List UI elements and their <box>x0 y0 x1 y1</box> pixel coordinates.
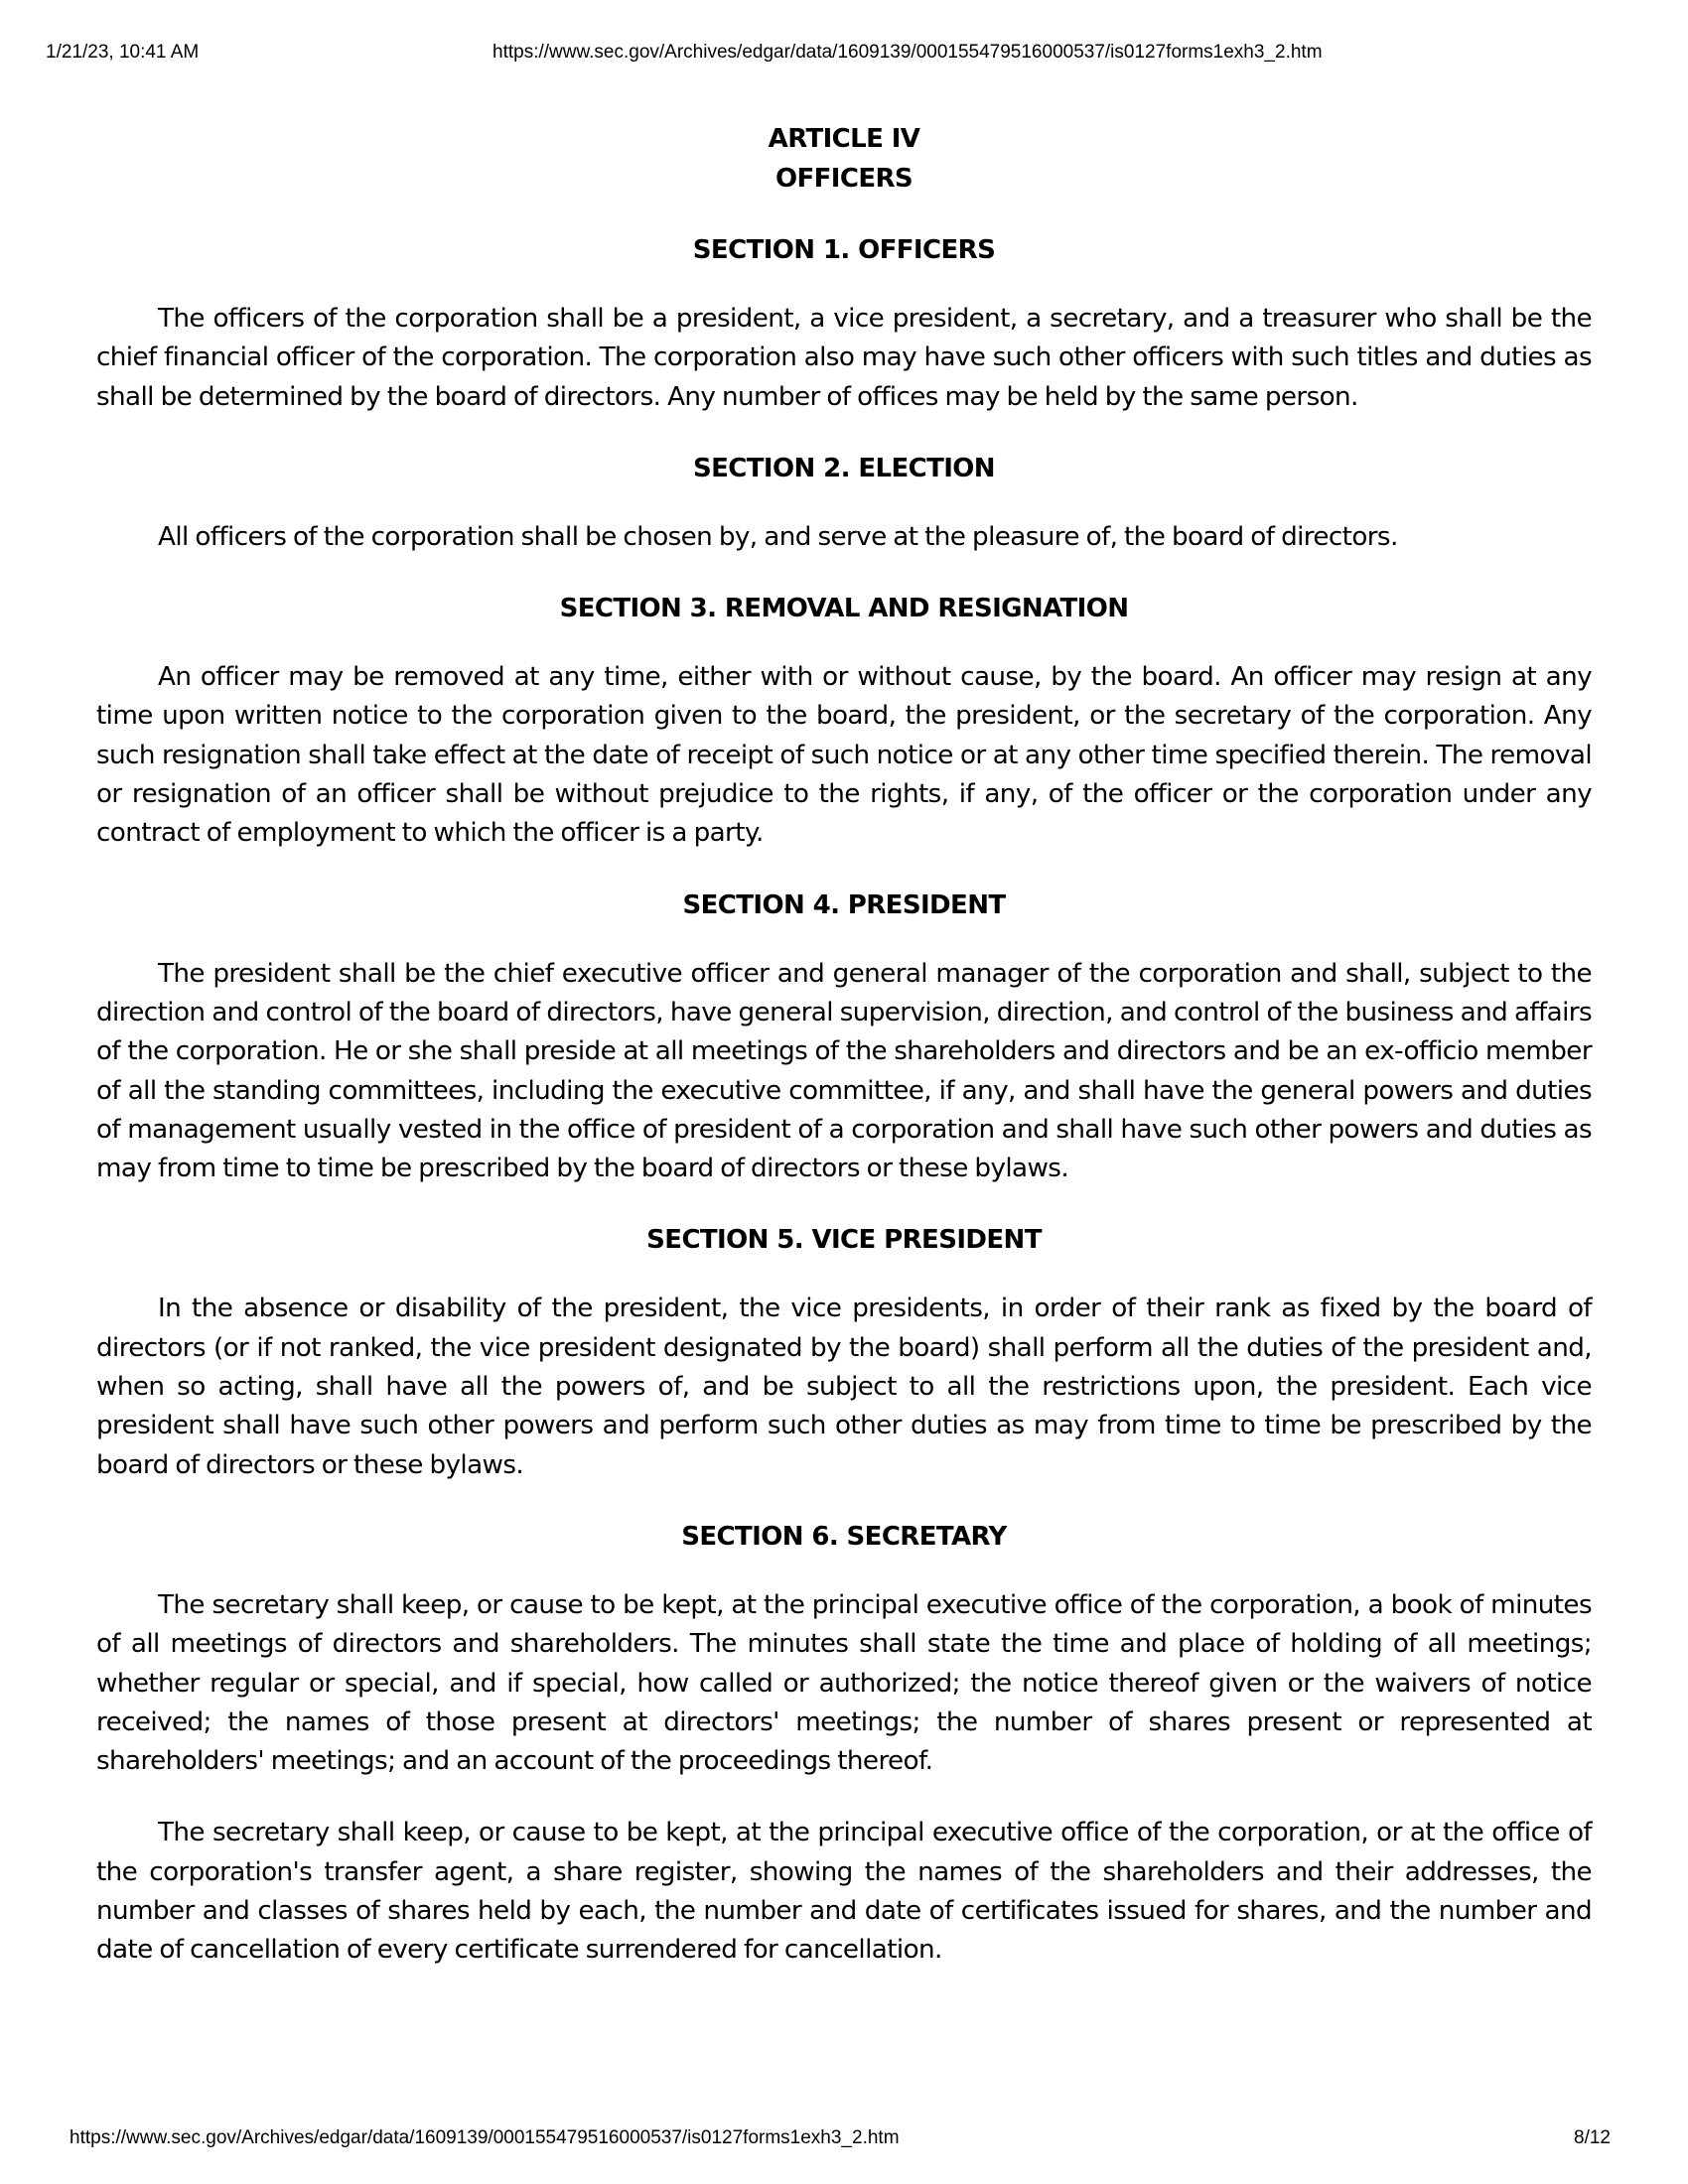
section-vice-president <box>96 1220 1592 1484</box>
section-secretary <box>96 1517 1592 1971</box>
section-election <box>96 449 1592 557</box>
section-heading: SECTION 6. SECRETARY <box>681 1521 1007 1552</box>
section-removal-resignation <box>96 589 1592 853</box>
print-header <box>0 42 1688 69</box>
section-paragraph: In the absence or disability of the president, the vice presidents, in order of their rank as fixed by the board of directors (or if not ranked, the vice president designated by the board) shall perform all the duties of the president and, when so acting, shall have all the powers of, and be subject to all the restrictions upon, the president. Each vice president shall have such other powers and perform such other duties as may from time to time be prescribed by the board of directors or these bylaws. <box>96 1294 1592 1480</box>
section-officers <box>96 230 1592 417</box>
article-title: OFFICERS <box>774 164 914 194</box>
document-body <box>96 119 1592 1971</box>
article-number: ARTICLE IV <box>768 124 920 154</box>
print-header-url: https://www.sec.gov/Archives/edgar/data/1609139/000155479516000537/is0127forms1exh3_2.htm <box>492 42 1323 63</box>
page-number: 8/12 <box>1574 2127 1611 2148</box>
section-paragraph: All officers of the corporation shall be chosen by, and serve at the pleasure of, the board of directors. <box>158 521 1398 552</box>
section-heading: SECTION 2. ELECTION <box>693 453 995 483</box>
section-heading: SECTION 5. VICE PRESIDENT <box>646 1225 1042 1256</box>
section-heading: SECTION 1. OFFICERS <box>692 235 996 265</box>
section-president <box>96 886 1592 1189</box>
section-paragraph: The officers of the corporation shall be a president, a vice president, a secretary, and a treasurer who shall be the chief financial officer of the corporation. The corporation also may have such other officers with such titles and duties as shall be determined by the board of directors. Any number of offices may be held by the same person. <box>96 304 1592 412</box>
section-paragraph: The secretary shall keep, or cause to be kept, at the principal executive office of the corporation, or at the office of the corporation's transfer agent, a share register, showing the names of the shareholders and their addresses, the number and classes of shares held by each, the number and date of certificates issued for shares, and the number and date of cancellation of every certificate surrendered for cancellation. <box>96 1818 1592 1966</box>
section-paragraph: The secretary shall keep, or cause to be kept, at the principal executive office of the corporation, a book of minutes of all meetings of directors and shareholders. The minutes shall state the time and place of holding of all meetings; whether regular or special, and if special, how called or authorized; the notice thereof given or the waivers of notice received; the names of those present at directors' meetings; the number of shares present or represented at shareholders' meetings; and an account of the proceedings thereof. <box>96 1589 1592 1777</box>
section-paragraph: An officer may be removed at any time, either with or without cause, by the board. An officer may resign at any time upon written notice to the corporation given to the board, the president, or the secretary of the corporation. Any such resignation shall take effect at the date of receipt of such notice or at any other time specified therein. The removal or resignation of an officer shall be without prejudice to the rights, if any, of the officer or the corporation under any contract of employment to which the officer is a party. <box>96 662 1592 849</box>
print-footer <box>0 2127 1688 2155</box>
section-heading: SECTION 4. PRESIDENT <box>682 889 1006 920</box>
section-heading: SECTION 3. REMOVAL AND RESIGNATION <box>559 594 1129 624</box>
print-footer-url: https://www.sec.gov/Archives/edgar/data/1609139/000155479516000537/is0127forms1exh3_2.htm <box>70 2127 900 2148</box>
section-paragraph: The president shall be the chief executive officer and general manager of the corporation and shall, subject to the direction and control of the board of directors, have general supervision, direction, and control of the business and affairs of the corporation. He or she shall preside at all meetings of the shareholders and directors and be an ex-officio member of all the standing committees, including the executive committee, if any, and shall have the general powers and duties of management usually vested in the office of president of a corporation and shall have such other powers and duties as may from time to time be prescribed by the board of directors or these bylaws. <box>96 958 1592 1184</box>
print-datetime: 1/21/23, 10:41 AM <box>46 42 200 63</box>
